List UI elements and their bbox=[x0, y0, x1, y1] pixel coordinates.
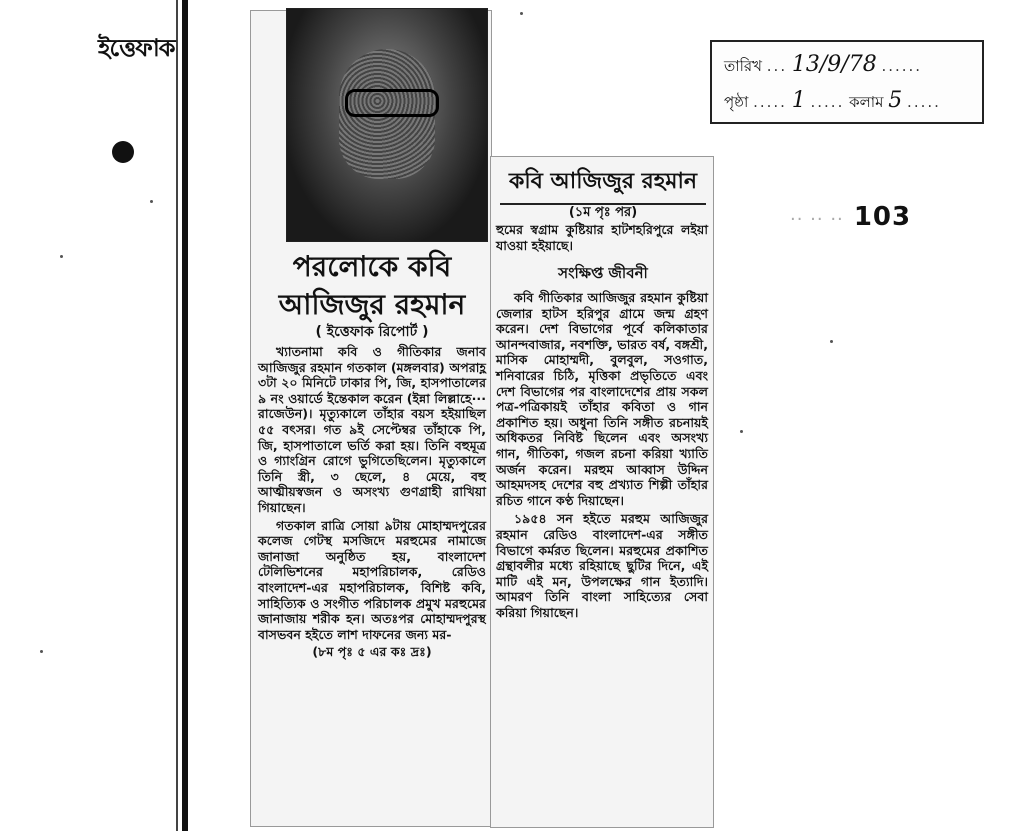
stamp-dots: ..... bbox=[810, 93, 845, 111]
paper-speck bbox=[40, 650, 43, 653]
paper-speck bbox=[830, 340, 833, 343]
stamp-date-label: তারিখ bbox=[724, 57, 762, 75]
archive-number bbox=[790, 202, 911, 232]
page-binding-edge bbox=[182, 0, 188, 831]
paragraph: খ্যাতনামা কবি ও গীতিকার জনাব আজিজুর রহমান গতকাল (মঙ্গলবার) অপরাহ্ণ ৩টা ২০ মিনিটে ঢাকার পি, জি, হাসপাতালের ৯ নং ওয়ার্ডে ইন্তেকাল করেন (ইন্না লিল্লাহে··· রাজেউন)। মৃত্যুকালে তাঁহার বয়স হইয়াছিল ৫৫ বৎসর। গত ৯ই সেপ্টেম্বর তাঁহাকে পি, জি, হাসপাতালে ভর্তি করা হয়। তিনি বহুমূত্র ও গ্যাংগ্রিন রোগে ভুগিতেছিলেন। মৃত্যুকালে তিনি স্ত্রী, ৩ ছেলে, ৪ মেয়ে, বহু আত্মীয়স্বজন ও অসংখ্য গুণগ্রাহী রাখিয়া গিয়াছেন। bbox=[258, 344, 486, 515]
article-body-right bbox=[496, 290, 708, 623]
paragraph: কবি গীতিকার আজিজুর রহমান কুষ্টিয়া জেলার হাটস হরিপুর গ্রামে জন্ম গ্রহণ করেন। দেশ বিভাগের পূর্বে কলিকাতার আনন্দবাজার, নবশক্তি, ভারত বর্ষ, বঙ্গশ্রী, মাসিক মোহাম্মদী, বুলবুল, সওগাত, শনিবারের চিঠি, মৃত্তিকা প্রভৃতিতে এবং দেশ বিভাগের পর বাংলাদেশের প্রায় সকল পত্র-পত্রিকায়ই তাঁহার কবিতা ও গান প্রকাশিত হয়। অধুনা তিনি সঙ্গীত রচনায়ই অধিকতর নিবিষ্ট ছিলেন এবং অসংখ্য গান, গীতিকা, গজল রচনা করিয়া খ্যাতি অর্জন করেন। মরহুম আব্বাস উদ্দিন আহমদসহ দেশের বহু প্রখ্যাত শিল্পী তাঁহার রচিত গানে কণ্ঠ দিয়াছেন। bbox=[496, 290, 708, 508]
stamp-column-value: 5 bbox=[888, 88, 903, 113]
headline-line1: পরলোকে কবি bbox=[292, 250, 452, 283]
paper-speck bbox=[520, 12, 523, 15]
paragraph: গতকাল রাত্রি সোয়া ৯টায় মোহাম্মদপুরের কলেজ গেটস্থ মসজিদে মরহুমের নামাজে জানাজা অনুষ্ঠিত হয়, বাংলাদেশ টেলিভিশনের মহাপরিচালক, রেডিও বাংলাদেশ-এর মহাপরিচালক, বিশিষ্ট কবি, সাহিত্যিক ও সংগীত পরিচালক প্রমুখ মরহুমের জানাজায় শরীক হন। অতঃপর মোহাম্মদপুরস্থ বাসভবন হইতে লাশ দাফনের জন্য মর- bbox=[258, 517, 486, 642]
portrait-glasses bbox=[345, 89, 439, 117]
stamp-column-label: কলাম bbox=[849, 93, 884, 111]
byline: ( ইত্তেফাক রিপোর্ট ) bbox=[315, 324, 429, 340]
poet-portrait-photo bbox=[286, 8, 488, 242]
stamp-dots: ..... bbox=[907, 93, 941, 111]
stamp-dots: ... bbox=[766, 57, 788, 75]
paragraph: ১৯৫৪ সন হইতে মরহুম আজিজুর রহমান রেডিও বাংলাদেশ-এর সঙ্গীত বিভাগে কর্মরত ছিলেন। মরহুমের প্রকাশিত গ্রন্থাবলীর মধ্যে রহিয়াছে ছুটির দিনে, এই মাটি এই মন, উপলক্ষের গান ইত্যাদি। আমরণ তিনি বাংলা সাহিত্যের সেবা করিয়া গিয়াছেন। bbox=[496, 511, 708, 620]
stamp-dots: ...... bbox=[881, 57, 923, 75]
headline-left bbox=[262, 248, 482, 324]
page-edge-line bbox=[176, 0, 178, 831]
paper-speck bbox=[60, 255, 63, 258]
paper-speck bbox=[150, 200, 153, 203]
article-body-left bbox=[258, 344, 486, 662]
headline-right: কবি আজিজুর রহমান bbox=[500, 164, 706, 205]
continuation-label: (১ম পৃঃ পর) bbox=[568, 205, 638, 220]
date-stamp bbox=[710, 40, 984, 124]
stamp-page-row bbox=[724, 88, 941, 116]
archive-number-value: 103 bbox=[853, 202, 912, 232]
continuation-note: (৮ম পৃঃ ৫ এর কঃ দ্রঃ) bbox=[312, 644, 432, 660]
headline-line2: আজিজুর রহমান bbox=[278, 288, 466, 321]
stamp-page-value: 1 bbox=[791, 88, 806, 113]
stamp-dots: ..... bbox=[753, 93, 787, 111]
stamp-date-value: 13/9/78 bbox=[791, 52, 877, 77]
newspaper-masthead: ইত্তেফাক bbox=[98, 34, 175, 62]
punch-hole bbox=[112, 141, 134, 163]
stamp-page-label: পৃষ্ঠা bbox=[724, 93, 749, 111]
faded-stamp-mark: ·· ·· ·· bbox=[790, 209, 844, 230]
article-intro: হুমের স্বগ্রাম কুষ্টিয়ার হাটশহরিপুরে লইয়া যাওয়া হইয়াছে। bbox=[496, 222, 708, 253]
stamp-date-row bbox=[724, 52, 922, 80]
subheading-biography: সংক্ষিপ্ত জীবনী bbox=[558, 264, 648, 282]
paper-speck bbox=[740, 430, 743, 433]
